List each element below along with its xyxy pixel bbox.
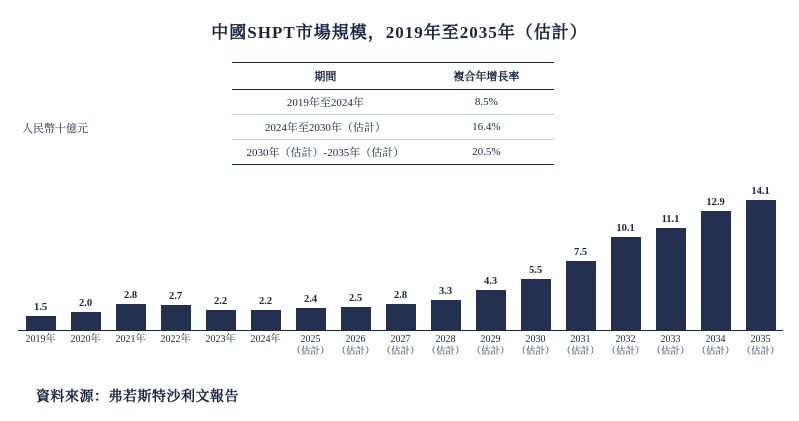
bar	[251, 310, 281, 330]
cagr-table	[232, 62, 554, 165]
bar-item	[288, 185, 333, 330]
table-cell-rate: 20.5%	[419, 140, 554, 165]
bar-item	[378, 185, 423, 330]
bar-value-label: 2.0	[78, 297, 93, 309]
bar-item	[243, 185, 288, 330]
x-tick-label: 2023年	[205, 334, 236, 345]
x-tick-label: 2031 （估計）	[558, 333, 603, 359]
x-tick-label-sub: （估計）	[606, 347, 645, 357]
bar-value-label: 1.5	[33, 302, 48, 314]
table-header-rate: 複合年增長率	[419, 63, 554, 90]
bar	[206, 310, 236, 330]
bar-item	[423, 185, 468, 330]
table-row	[232, 140, 554, 165]
bar-item	[63, 185, 108, 330]
bar-item	[603, 185, 648, 330]
x-tick-label-sub: （估計）	[561, 347, 600, 357]
table-cell-period: 2019年至2024年	[232, 90, 419, 115]
bar-value-label: 2.2	[258, 295, 273, 307]
bar	[161, 305, 191, 330]
x-tick-label: 2032 （估計）	[603, 333, 648, 359]
x-tick-label: 2025 （估計）	[288, 333, 333, 359]
bar-value-label: 2.7	[168, 291, 183, 303]
table-cell-period: 2030年（估計）-2035年（估計）	[232, 140, 419, 165]
x-tick-label: 2030 （估計）	[513, 333, 558, 359]
bar	[431, 300, 461, 330]
bar	[296, 308, 326, 330]
x-tick-label-sub: （估計）	[741, 347, 780, 357]
table-cell-rate: 8.5%	[419, 90, 554, 115]
bar	[521, 279, 551, 330]
x-tick-label: 2029 （估計）	[468, 333, 513, 359]
bar-value-label: 10.1	[616, 223, 635, 235]
bar	[71, 312, 101, 330]
bar-value-label: 2.4	[303, 293, 318, 305]
page-title: 中國SHPT市場規模，2019年至2035年（估計）	[211, 23, 588, 42]
bar-item	[468, 185, 513, 330]
x-axis-line	[18, 330, 783, 331]
x-tick-label-sub: （估計）	[696, 347, 735, 357]
x-tick-label: 2028 （估計）	[423, 333, 468, 359]
source-note: 資料來源：弗若斯特沙利文報告	[36, 390, 239, 405]
table-cell-rate: 16.4%	[419, 115, 554, 140]
x-tick-label-sub: （估計）	[426, 347, 465, 357]
bar-value-label: 11.1	[661, 213, 680, 225]
bar-item	[153, 185, 198, 330]
table-row	[232, 90, 554, 115]
bar	[566, 261, 596, 330]
y-axis-label: 人民幣十億元	[22, 123, 88, 135]
bar	[476, 290, 506, 330]
x-tick-label: 2022年	[160, 334, 191, 345]
x-tick-label: 2035 （估計）	[738, 333, 783, 359]
x-tick-label-sub: （估計）	[471, 347, 510, 357]
bar-value-label: 3.3	[438, 285, 453, 297]
x-tick-label: 2033 （估計）	[648, 333, 693, 359]
x-tick-label-sub: （估計）	[336, 347, 375, 357]
x-tick-label: 2019年	[25, 334, 56, 345]
bar-value-label: 14.1	[751, 186, 770, 198]
x-tick-label-sub: （估計）	[381, 347, 420, 357]
bar	[116, 304, 146, 330]
x-tick-label-sub: （估計）	[651, 347, 690, 357]
x-tick-label: 2027 （估計）	[378, 333, 423, 359]
x-tick-label: 2021年	[115, 334, 146, 345]
bar-item	[513, 185, 558, 330]
bar-value-label: 2.5	[348, 293, 363, 304]
bar	[341, 307, 371, 330]
table-row	[232, 115, 554, 140]
bar-item	[333, 185, 378, 330]
bar-item	[198, 185, 243, 330]
bar-value-label: 5.5	[528, 265, 543, 277]
x-tick-label: 2034 （估計）	[693, 333, 738, 359]
table-cell-period: 2024年至2030年（估計）	[232, 115, 419, 140]
bar-item	[108, 185, 153, 330]
table-header-row	[232, 63, 554, 90]
x-tick-label-sub: （估計）	[291, 347, 330, 357]
bar-value-label: 2.8	[393, 290, 408, 302]
x-tick-label: 2026 （估計）	[333, 333, 378, 359]
bar-item	[648, 185, 693, 330]
bar	[701, 211, 731, 330]
bar-value-label: 12.9	[706, 197, 725, 209]
x-tick-label-sub: （估計）	[516, 347, 555, 357]
bar-item	[558, 185, 603, 330]
bar-series	[18, 185, 783, 330]
bar-value-label: 7.5	[573, 247, 588, 258]
bar-value-label: 2.8	[123, 290, 138, 302]
bar-item	[693, 185, 738, 330]
x-tick-label: 2024年	[250, 334, 281, 345]
bar-item	[18, 185, 63, 330]
bar-value-label: 4.3	[483, 276, 498, 288]
bar-chart	[18, 185, 783, 330]
x-axis-tick-labels	[18, 333, 783, 359]
bar	[386, 304, 416, 330]
bar	[656, 228, 686, 330]
x-tick-label: 2020年	[70, 334, 101, 345]
bar-item	[738, 185, 783, 330]
bar	[26, 316, 56, 330]
bar	[746, 200, 776, 330]
bar	[611, 237, 641, 330]
bar-value-label: 2.2	[213, 295, 228, 307]
table-header-period: 期間	[232, 63, 419, 90]
